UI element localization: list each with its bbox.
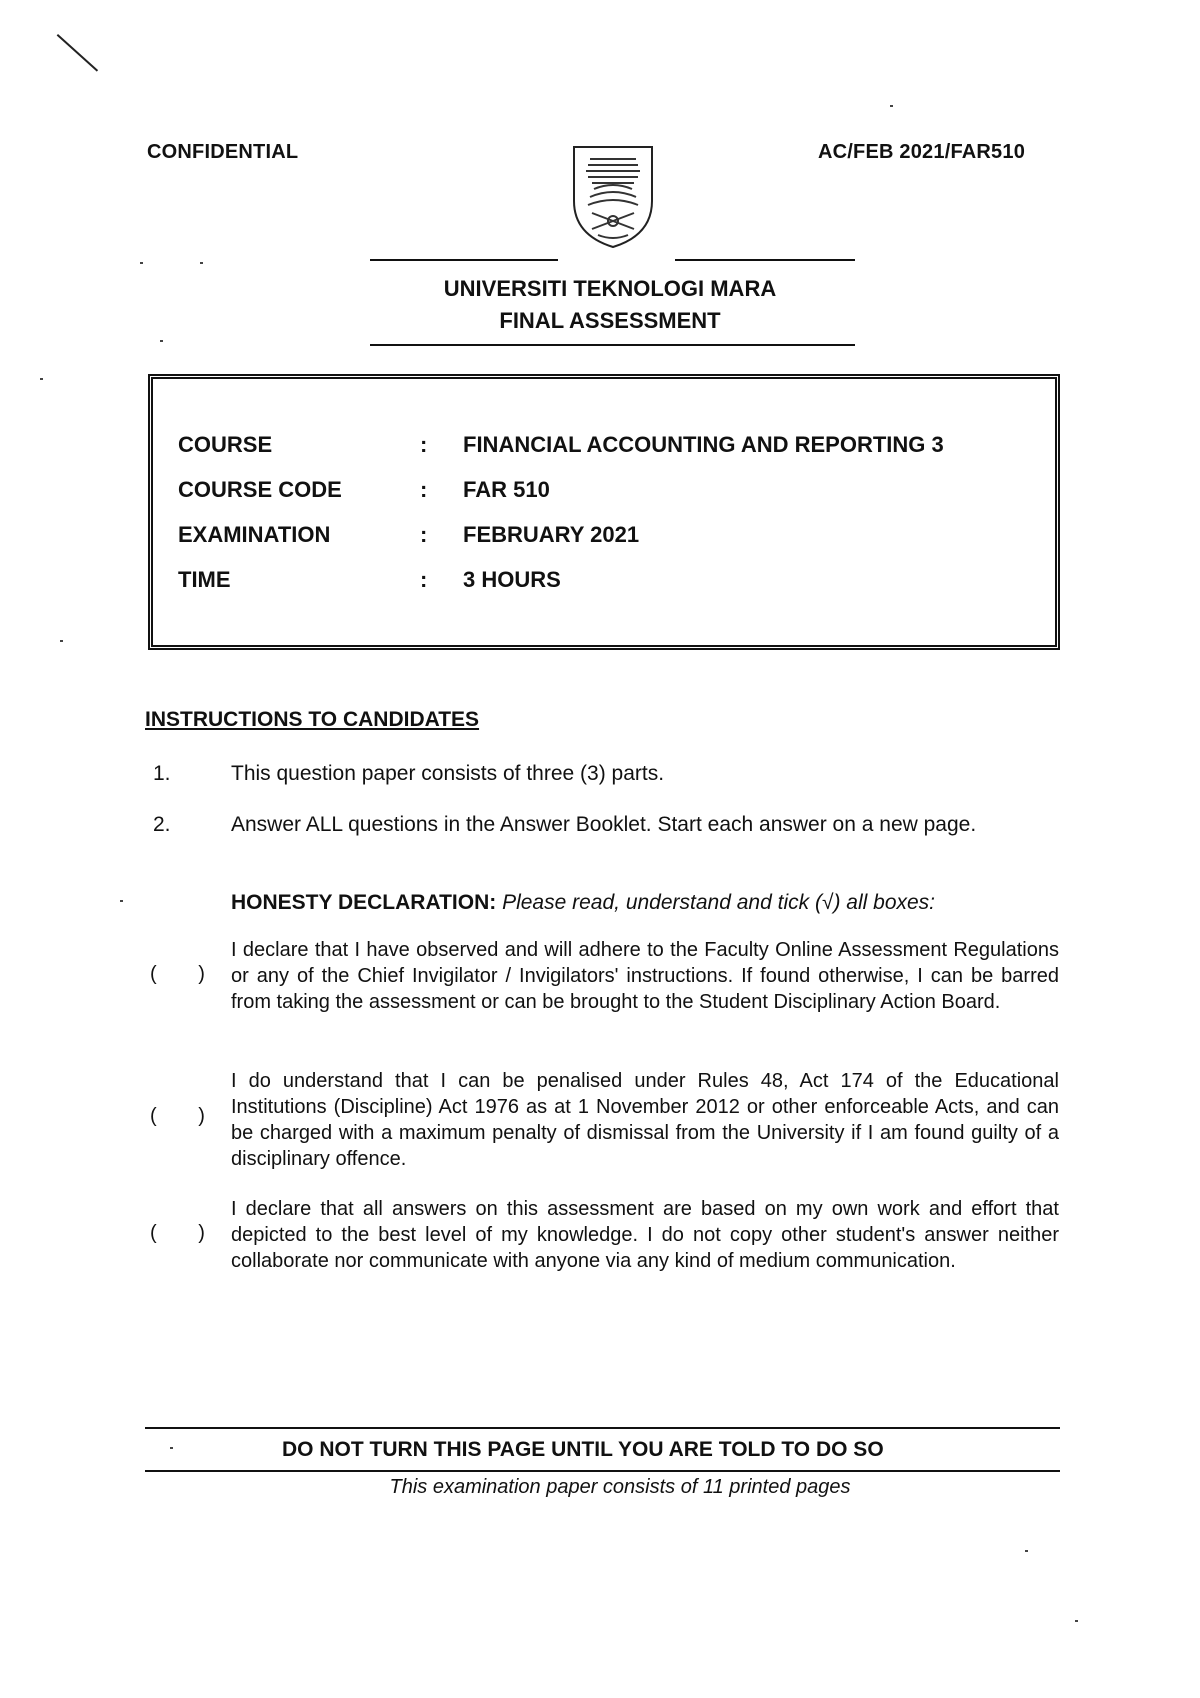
course-code-value: FAR 510	[463, 477, 550, 502]
honesty-declaration-title: HONESTY DECLARATION:	[231, 891, 497, 914]
instruction-number: 2.	[153, 813, 171, 836]
declaration-tick-box[interactable]: ( )	[150, 963, 223, 985]
university-name: UNIVERSITI TEKNOLOGI MARA	[443, 276, 777, 301]
footer-rule-bottom	[145, 1470, 1060, 1472]
instruction-text: Answer ALL questions in the Answer Booklet. Start each answer on a new page.	[231, 813, 977, 836]
paper-reference: AC/FEB 2021/FAR510	[818, 141, 1026, 163]
footer-rule-top	[145, 1427, 1060, 1429]
course-code-label: COURSE CODE	[178, 477, 342, 502]
instruction-number: 1.	[153, 762, 171, 785]
scan-speck	[160, 340, 163, 342]
scan-speck	[120, 900, 123, 902]
scan-speck	[200, 262, 203, 264]
confidential-label: CONFIDENTIAL	[147, 141, 299, 163]
course-label: COURSE	[178, 432, 273, 457]
time-value: 3 HOURS	[463, 567, 561, 592]
course-colon: :	[420, 432, 428, 457]
time-colon: :	[420, 567, 428, 592]
honesty-declaration-heading	[231, 891, 935, 915]
declaration-statement: I declare that all answers on this assessment are based on my own work and effort that depicted to the best level of my knowledge. I do not copy other student's answer neither collaborate nor communicate with anyone via any kind of medium communication.	[231, 1198, 1059, 1272]
scan-speck	[890, 105, 893, 107]
declaration-tick-box[interactable]: ( )	[150, 1222, 223, 1244]
assessment-type: FINAL ASSESSMENT	[499, 308, 721, 333]
scan-speck	[60, 640, 63, 642]
title-rule-bottom	[370, 344, 855, 346]
examination-colon: :	[420, 522, 428, 547]
declaration-statement: I do understand that I can be penalised under Rules 48, Act 174 of the Educational Institutions (Discipline) Act 1976 as at 1 November 2012 or other enforceable Acts, and can be charged with a maximum penalty of dismissal from the University if I am found guilty of a disciplinary offence.	[231, 1070, 1059, 1170]
course-info-box	[148, 374, 1060, 650]
instructions-title: INSTRUCTIONS TO CANDIDATES	[145, 708, 480, 731]
course-code-colon: :	[420, 477, 428, 502]
scan-speck	[1025, 1550, 1028, 1552]
scan-speck	[40, 378, 43, 380]
page-count-note: This examination paper consists of 11 printed pages	[389, 1476, 851, 1498]
uitm-crest-icon	[568, 143, 658, 251]
course-value: FINANCIAL ACCOUNTING AND REPORTING 3	[463, 432, 944, 457]
honesty-declaration-subtitle: Please read, understand and tick (√) all boxes:	[502, 891, 936, 914]
scan-mark	[57, 34, 98, 72]
declaration-statement: I declare that I have observed and will adhere to the Faculty Online Assessment Regulations or any of the Chief Invigilator / Invigilators' instructions. If found otherwise, I can be barred from taking the assessment or can be brought to the Student Disciplinary Action Board.	[231, 939, 1059, 1013]
declaration-tick-box[interactable]: ( )	[150, 1105, 223, 1127]
examination-value: FEBRUARY 2021	[463, 522, 640, 547]
time-label: TIME	[178, 567, 231, 592]
do-not-turn-warning: DO NOT TURN THIS PAGE UNTIL YOU ARE TOLD TO DO SO	[282, 1438, 884, 1461]
scan-speck	[170, 1447, 173, 1449]
instruction-text: This question paper consists of three (3) parts.	[231, 762, 665, 785]
examination-label: EXAMINATION	[178, 522, 331, 547]
scan-speck	[140, 262, 143, 264]
title-rule-left	[370, 259, 558, 261]
scan-speck	[1075, 1620, 1078, 1622]
title-rule-right	[675, 259, 855, 261]
